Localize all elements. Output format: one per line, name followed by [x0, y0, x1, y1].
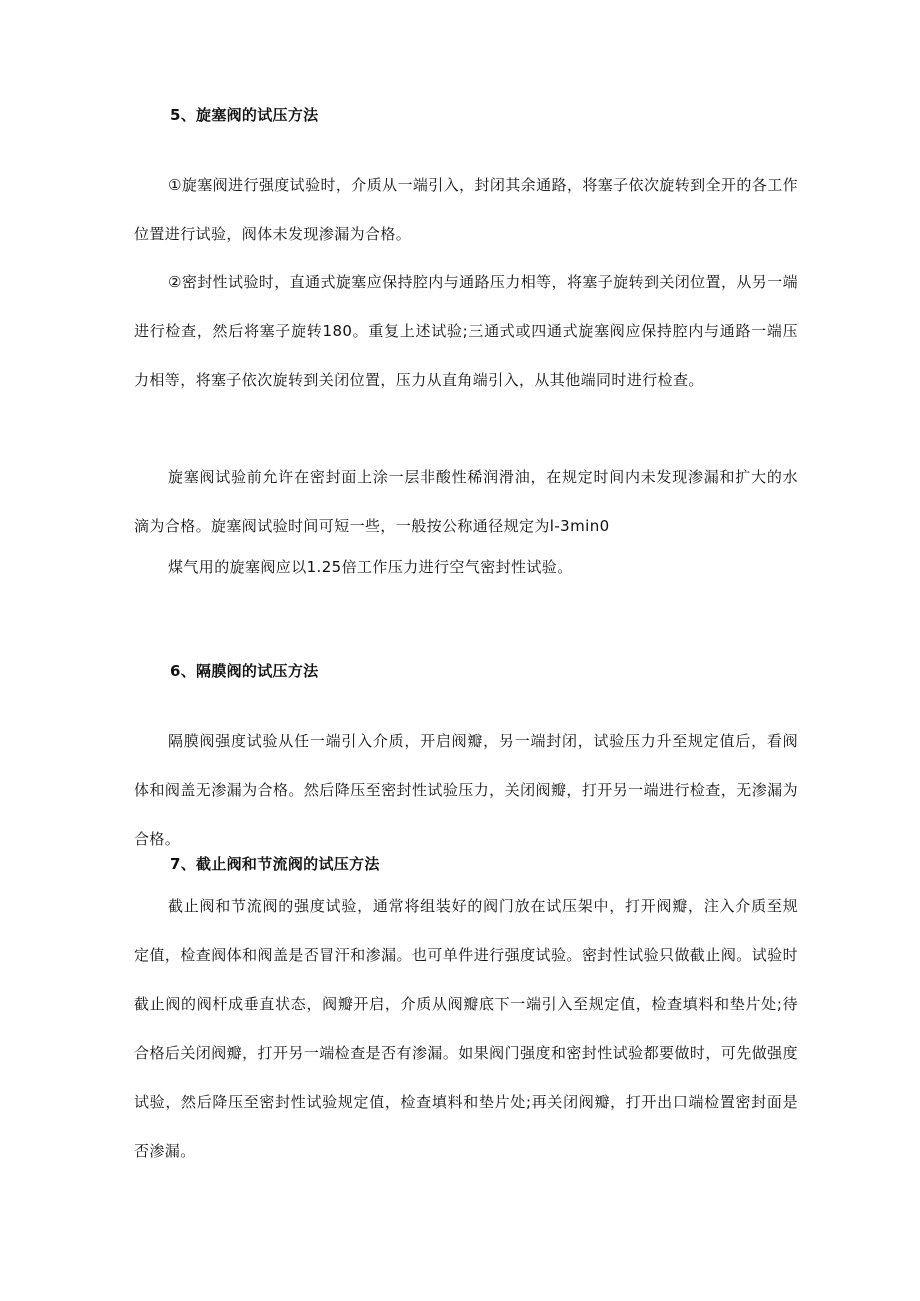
paragraph-plug-valve-strength: ①旋塞阀进行强度试验时，介质从一端引入，封闭其余通路，将塞子依次旋转到全开的各工作位置进行试验，阀体未发现渗漏为合格。 [134, 176, 798, 243]
paragraph-globe-throttle-valve: 截止阀和节流阀的强度试验，通常将组装好的阀门放在试压架中，打开阀瓣，注入介质至规定值，检查阀体和阀盖是否冒汗和渗漏。也可单件进行强度试验。密封性试验只做截止阀。试验时截止阀的阀杆成垂直状态，阀瓣开启，介质从阀瓣底下一端引入至规定值，检查填料和垫片处;待合格后关闭阀瓣，打开另一端检查是否有渗漏。如果阀门强度和密封性试验都要做时，可先做强度试验，然后降压至密封性试验规定值，检查填料和垫片处;再关闭阀瓣，打开出口端检置密封面是否渗漏。 [134, 897, 798, 1160]
paragraph-diaphragm-valve: 隔膜阀强度试验从任一端引入介质，开启阀瓣，另一端封闭，试验压力升至规定值后，看阀体和阀盖无渗漏为合格。然后降压至密封性试验压力，关闭阀瓣，打开另一端进行检查，无渗漏为合格。 [134, 732, 798, 848]
paragraph-gas-plug-valve: 煤气用的旋塞阀应以1.25倍工作压力进行空气密封性试验。 [168, 558, 573, 576]
section-heading-5: 5、旋塞阀的试压方法 [170, 106, 319, 124]
section-heading-7: 7、截止阀和节流阀的试压方法 [170, 855, 380, 873]
section-heading-6: 6、隔膜阀的试压方法 [170, 662, 319, 680]
paragraph-plug-valve-lubrication: 旋塞阀试验前允许在密封面上涂一层非酸性稀润滑油，在规定时间内未发现渗漏和扩大的水滴为合格。旋塞阀试验时间可短一些，一般按公称通径规定为l-3min0 [134, 468, 798, 535]
paragraph-plug-valve-sealing: ②密封性试验时，直通式旋塞应保持腔内与通路压力相等，将塞子旋转到关闭位置，从另一端进行检查，然后将塞子旋转180。重复上述试验;三通式或四通式旋塞阀应保持腔内与通路一端压力相等，将塞子依次旋转到关闭位置，压力从直角端引入，从其他端同时进行检查。 [134, 273, 798, 389]
